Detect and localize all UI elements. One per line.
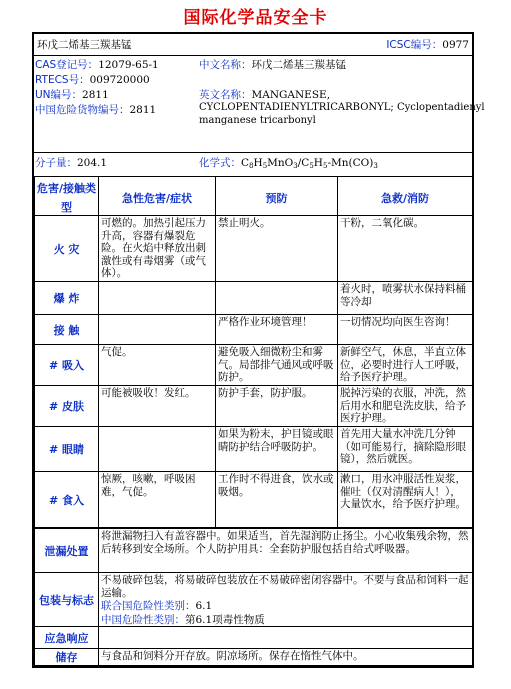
prevention-cell xyxy=(216,282,338,315)
table-row xyxy=(35,315,473,345)
divider xyxy=(34,55,472,56)
chemical-formula: 化学式：$C_8H_5MnO_3/C_5H_5-Mn(CO)_3$ xyxy=(199,157,378,170)
spill-cell: 将泄漏物扫入有盖容器中。如果适当，首先湿润防止扬尘。小心收集残余物，然后转移到安全场所。个人防护用具：全套防护服包括自给式呼吸器。 xyxy=(99,529,473,573)
chinese-name: 中文名称：环戊二烯基三羰基锰 xyxy=(199,59,346,71)
packaging-row xyxy=(35,573,473,627)
prevention-cell: 如果为粉末，护目镜或眼睛防护结合呼吸防护。 xyxy=(216,427,338,472)
rtecs-number: RTECS号：009720000 xyxy=(35,74,150,86)
row-label: # 吸入 xyxy=(35,345,99,386)
storage-label: 储存 xyxy=(35,649,99,666)
table-row xyxy=(35,216,473,282)
header-symptoms: 急性危害/症状 xyxy=(99,177,216,216)
table-row xyxy=(35,345,473,386)
id-block xyxy=(34,58,485,152)
prevention-cell: 工作时不得进食，饮水或吸烟。 xyxy=(216,472,338,528)
prevention-cell: 禁止明火。 xyxy=(216,216,338,282)
emergency-row xyxy=(35,627,473,649)
cn-dangerous-goods-number: 中国危险货物编号：2811 xyxy=(35,104,157,116)
emergency-label: 应急响应 xyxy=(35,627,99,649)
symptom-cell: 可能被吸收！发红。 xyxy=(99,386,216,427)
first-aid-cell: 首先用大量水冲洗几分钟（如可能易行，摘除隐形眼镜），然后就医。 xyxy=(338,427,473,472)
cn-hazard-class: 中国危险性类别：第6.1项毒性物质 xyxy=(101,613,265,626)
storage-row xyxy=(35,649,473,666)
header-hazard-type: 危害/接触类型 xyxy=(35,177,99,216)
header-prevention: 预防 xyxy=(216,177,338,216)
header-first-aid: 急救/消防 xyxy=(338,177,473,216)
english-name-line2: CYCLOPENTADIENYLTRICARBONYL; Cyclopentadienyl xyxy=(199,102,485,113)
spill-row xyxy=(35,529,473,573)
packaging-cell: 不易破碎包装，将易破碎包装放在不易破碎密闭容器中。不要与食品和饲料一起运输。 联合国危险性类别：6.1 中国危险性类别：第6.1项毒性物质 xyxy=(99,573,473,627)
symptom-cell: 可燃的。加热引起压力升高，容器有爆裂危险。在火焰中释放出刺激性或有毒烟雾（或气体）。 xyxy=(99,216,216,282)
table-row xyxy=(35,472,473,528)
symptom-cell xyxy=(99,315,216,345)
hazard-table xyxy=(34,176,473,528)
prevention-cell: 防护手套，防护服。 xyxy=(216,386,338,427)
hazard-table-wrap xyxy=(34,176,472,666)
symptom-cell xyxy=(99,282,216,315)
icsc-number: ICSC编号：0977 xyxy=(386,39,469,51)
formula-row xyxy=(34,153,472,175)
first-aid-cell: 漱口，用水冲服活性炭浆，催吐（仅对清醒病人！），大量饮水，给予医疗护理。 xyxy=(338,472,473,528)
card-title: 国际化学品安全卡 xyxy=(183,8,328,28)
table-row xyxy=(35,386,473,427)
emergency-cell xyxy=(99,627,473,649)
row-label: 爆 炸 xyxy=(35,282,99,315)
symptom-cell: 气促。 xyxy=(99,345,216,386)
header-row xyxy=(34,38,472,52)
formula-text: $C_8H_5MnO_3/C_5H_5-Mn(CO)_3$ xyxy=(241,157,378,170)
chemical-name: 环戊二烯基三羰基锰 xyxy=(37,39,132,51)
first-aid-cell: 脱掉污染的衣服，冲洗，然后用水和肥皂洗皮肤，给予医疗护理。 xyxy=(338,386,473,427)
english-name-label: 英文名称：MANGANESE, xyxy=(199,89,331,101)
un-hazard-class: 联合国危险性类别：6.1 xyxy=(101,600,213,612)
spill-label: 泄漏处置 xyxy=(35,529,99,573)
table-row xyxy=(35,282,473,315)
row-label: # 眼睛 xyxy=(35,427,99,472)
row-label: # 食入 xyxy=(35,472,99,528)
first-aid-cell: 着火时，喷雾状水保持料桶等冷却 xyxy=(338,282,473,315)
packaging-label: 包装与标志 xyxy=(35,573,99,627)
prevention-cell: 避免吸入细微粉尘和雾气。局部排气通风或呼吸防护。 xyxy=(216,345,338,386)
english-name-line3: manganese tricarbonyl xyxy=(199,115,316,126)
first-aid-cell: 新鲜空气，休息，半直立体位，必要时进行人工呼吸，给予医疗护理。 xyxy=(338,345,473,386)
symptom-cell xyxy=(99,427,216,472)
first-aid-cell: 一切情况均向医生咨询！ xyxy=(338,315,473,345)
prevention-cell: 严格作业环境管理！ xyxy=(216,315,338,345)
un-number: UN编号：2811 xyxy=(35,89,109,101)
cas-number: CAS登记号：12079-65-1 xyxy=(35,59,159,71)
storage-cell: 与食品和饲料分开存放。阴凉场所。保存在惰性气体中。 xyxy=(99,649,473,666)
row-label: # 皮肤 xyxy=(35,386,99,427)
first-aid-cell: 干粉，二氧化碳。 xyxy=(338,216,473,282)
symptom-cell: 惊厥，咳嗽，呼吸困难，气促。 xyxy=(99,472,216,528)
card-frame xyxy=(32,32,485,668)
table-row xyxy=(35,427,473,472)
footer-table xyxy=(34,528,473,666)
row-label: 火 灾 xyxy=(35,216,99,282)
row-label: 接 触 xyxy=(35,315,99,345)
molecular-weight: 分子量：204.1 xyxy=(35,157,108,169)
